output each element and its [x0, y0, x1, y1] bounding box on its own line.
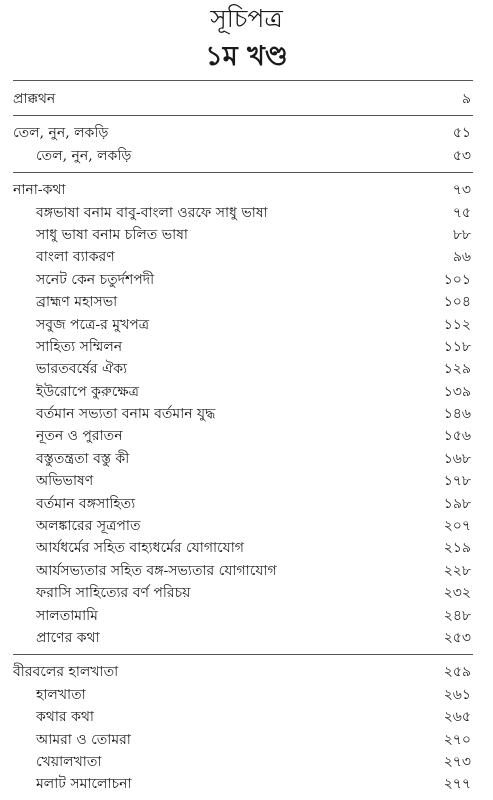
toc-entry-page: ১০১ [443, 271, 471, 288]
toc-entry [0, 381, 493, 403]
toc-entry [0, 751, 493, 773]
toc-entry-page: ১৬৮ [443, 450, 471, 467]
toc-entry-title: আমরা ও তোমরা [36, 731, 131, 748]
section-divider [13, 172, 473, 173]
toc-entry [0, 537, 493, 559]
toc-entry [0, 269, 493, 291]
toc-entry [0, 470, 493, 492]
toc-entry-title: সনেট কেন চতুর্দশপদী [36, 271, 155, 288]
toc-entry-title: আর্যসভ্যতার সহিত বঙ্গ-সভ্যতার যোগাযোগ [36, 562, 277, 579]
toc-entry-page: ২৭৩ [443, 753, 471, 770]
toc-entry-page: ৯ [461, 91, 471, 107]
toc-entry [0, 425, 493, 447]
toc-entry-title: খেয়ালখাতা [36, 753, 102, 770]
toc-entry [0, 493, 493, 515]
toc-entry-title: বীরবলের হালখাতা [13, 664, 119, 681]
toc-entry-title: সালতামামি [36, 607, 98, 624]
toc-entry-title: সাহিত্য সম্মিলন [36, 338, 123, 355]
toc-entry-page: ২২৮ [443, 562, 471, 579]
toc-entry-title: সাধু ভাষা বনাম চলিত ভাষা [36, 226, 188, 243]
toc-entry [0, 706, 493, 728]
header-divider [13, 80, 473, 81]
toc-entry [0, 145, 493, 167]
toc-entry-page: ৭৫ [452, 204, 471, 221]
toc-entry-page: ২৬৫ [443, 709, 471, 726]
toc-entry-title: বর্তমান সভ্যতা বনাম বর্তমান যুদ্ধ [36, 406, 216, 423]
section-divider [13, 115, 473, 116]
toc-entry [0, 224, 493, 246]
toc-entry-title: কথার কথা [36, 709, 94, 726]
toc-entry [0, 403, 493, 425]
toc-entry-title: ইউরোপে কুরুক্ষেত্র [36, 383, 139, 400]
toc-entry-page: ১৩৯ [443, 383, 471, 400]
toc-entry-title: সবুজ পত্রে-র মুখপত্র [36, 316, 150, 333]
toc-entry-page: ২৫৯ [443, 664, 471, 681]
toc-entry [0, 515, 493, 537]
toc-entry-page: ২০৭ [443, 518, 471, 535]
table-of-contents [0, 88, 493, 796]
toc-entry-title: ফরাসি সাহিত্যের বর্ণ পরিচয় [36, 585, 191, 602]
toc-entry-title: তেল, নুন, লকড়ি [13, 125, 109, 142]
toc-entry-page: ৯৬ [452, 249, 471, 266]
toc-section [0, 179, 493, 201]
toc-entry [0, 202, 493, 224]
toc-entry [0, 729, 493, 751]
toc-entry-title: অলঙ্কারের সূত্রপাত [36, 518, 141, 535]
toc-section [0, 88, 493, 110]
toc-section [0, 122, 493, 144]
toc-entry-page: ১৭৮ [443, 473, 471, 490]
toc-entry [0, 291, 493, 313]
toc-entry [0, 773, 493, 795]
toc-entry-page: ১১৮ [443, 338, 471, 355]
toc-entry-title: তেল, নুন, লকড়ি [36, 147, 132, 164]
toc-entry-title: প্রাক্কথন [13, 91, 56, 107]
toc-entry-title: অভিভাষণ [36, 473, 94, 490]
toc-entry-page: ২৬১ [443, 686, 471, 703]
toc-entry-page: ১৫৬ [443, 428, 471, 445]
toc-entry-page: ১২৯ [443, 361, 471, 378]
toc-entry-page: ১১২ [443, 316, 471, 333]
toc-entry-page: ১৯৮ [443, 495, 471, 512]
toc-entry-title: আর্যধর্মের সহিত বাহ্যধর্মের যোগাযোগ [36, 540, 244, 557]
toc-entry-title: বস্তুতন্ত্রতা বস্তু কী [36, 450, 130, 467]
toc-entry-title: হালখাতা [36, 686, 86, 703]
toc-entry [0, 605, 493, 627]
toc-entry-page: ৫৩ [452, 147, 471, 164]
volume-title: ১ম খণ্ড [205, 41, 288, 72]
toc-entry-title: বাংলা ব্যাকরণ [36, 249, 115, 266]
page-title: সূচিপত্র [210, 4, 283, 33]
toc-entry-page: ৫১ [452, 125, 471, 142]
toc-entry-page: ৮৮ [452, 226, 471, 243]
toc-entry [0, 448, 493, 470]
toc-entry-title: বর্তমান বঙ্গসাহিত্য [36, 495, 136, 512]
toc-entry [0, 336, 493, 358]
toc-entry-page: ২৭০ [443, 731, 471, 748]
toc-entry-page: ২৩২ [443, 585, 471, 602]
toc-entry-title: ভারতবর্ষের ঐক্য [36, 361, 128, 378]
toc-entry [0, 582, 493, 604]
toc-entry-page: ২৭৭ [443, 776, 471, 793]
toc-entry-title: মলাট সমালোচনা [36, 776, 132, 793]
toc-entry [0, 684, 493, 706]
toc-entry-page: ৭৩ [452, 182, 471, 199]
toc-entry-title: নানা-কথা [13, 182, 66, 199]
toc-entry-page: ১০৪ [443, 294, 471, 311]
toc-entry-title: নূতন ও পুরাতন [36, 428, 123, 445]
toc-entry [0, 314, 493, 336]
toc-entry-page: ১৪৬ [443, 406, 471, 423]
toc-entry [0, 246, 493, 268]
toc-entry-page: ২১৯ [443, 540, 471, 557]
toc-entry-page: ২৫৩ [443, 629, 471, 646]
toc-entry-page: ২৪৮ [443, 607, 471, 624]
section-divider [13, 654, 473, 655]
toc-entry [0, 358, 493, 380]
toc-entry-title: বঙ্গভাষা বনাম বাবু-বাংলা ওরফে সাধু ভাষা [36, 204, 268, 221]
toc-entry-title: ব্রাহ্মণ মহাসভা [36, 294, 118, 311]
toc-entry [0, 627, 493, 649]
toc-entry-title: প্রাণের কথা [36, 629, 100, 646]
toc-section [0, 661, 493, 683]
toc-entry [0, 560, 493, 582]
